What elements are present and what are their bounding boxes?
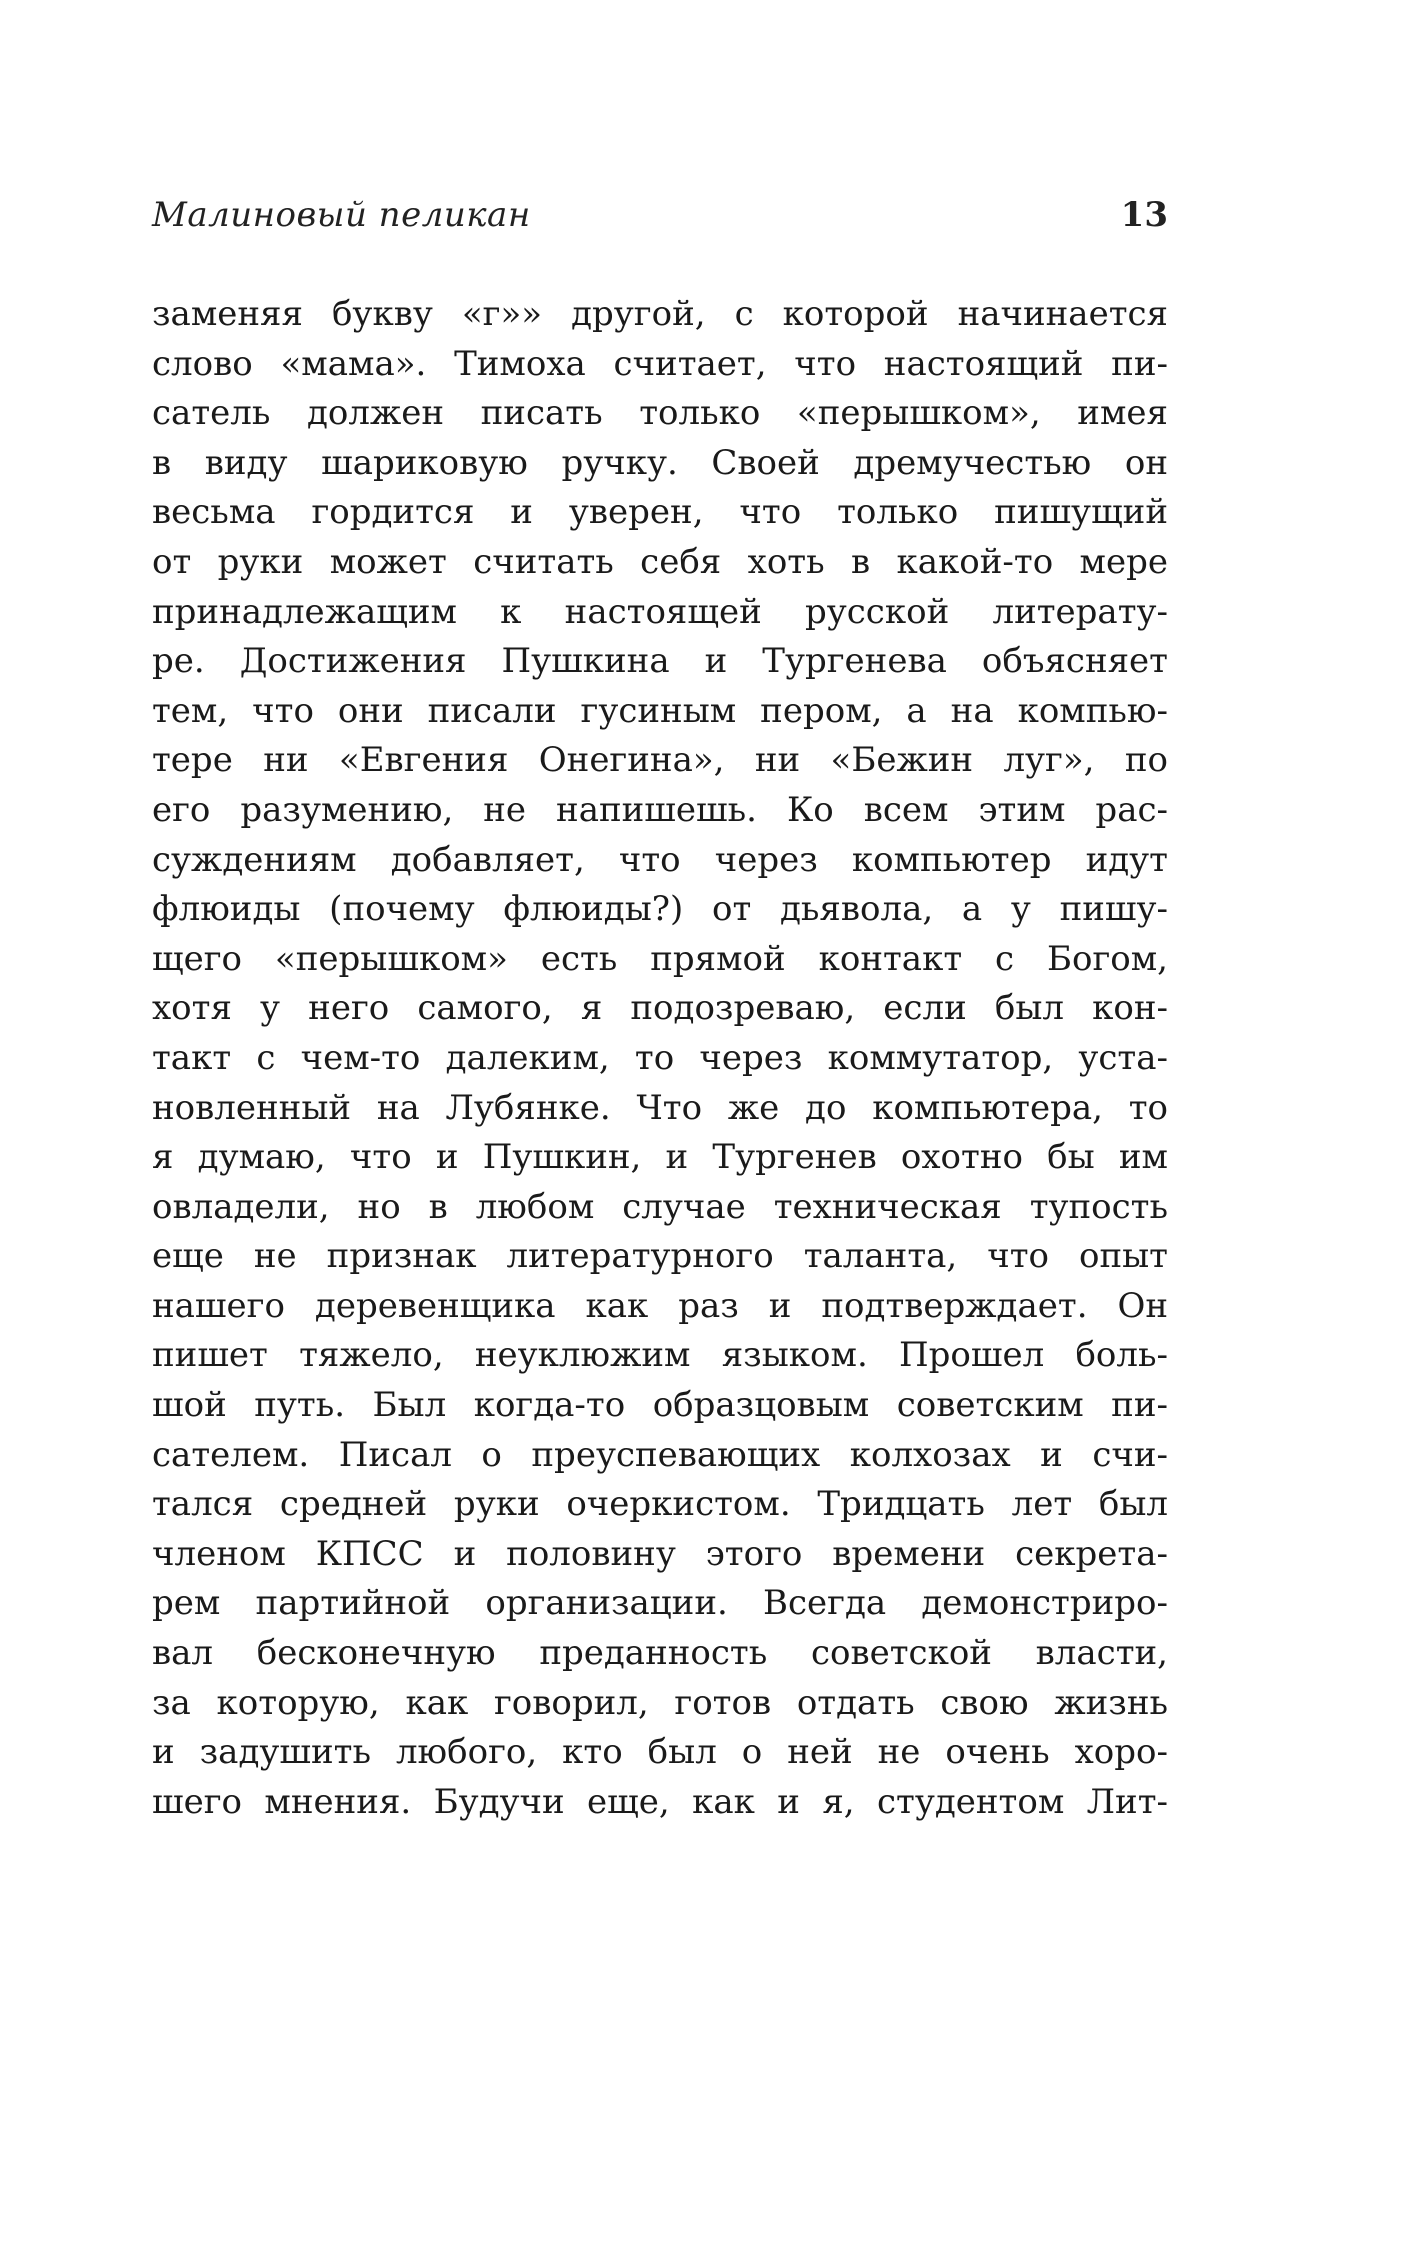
text-line: пишет тяжело, неуклюжим языком. Прошел боль-	[152, 1335, 1168, 1376]
page-number: 13	[1120, 195, 1168, 235]
text-line: овладели, но в любом случае техническая тупость	[152, 1186, 1168, 1227]
text-line: заменяя букву «г»» другой, с которой начинается	[152, 294, 1168, 334]
running-title: Малиновый пеликан	[152, 195, 531, 235]
text-line: хотя у него самого, я подозреваю, если был кон-	[152, 988, 1168, 1029]
text-line: еще не признак литературного таланта, что опыт	[152, 1236, 1168, 1277]
text-line: принадлежащим к настоящей русской литерату-	[152, 591, 1168, 632]
text-line: суждениям добавляет, что через компьютер идут	[152, 839, 1168, 880]
text-line: ре. Достижения Пушкина и Тургенева объясняет	[152, 641, 1168, 682]
text-line: вал бесконечную преданность советской власти,	[152, 1633, 1168, 1674]
text-line: такт с чем-то далеким, то через коммутатор, уста-	[152, 1037, 1168, 1078]
text-line: весьма гордится и уверен, что только пишущий	[152, 492, 1168, 533]
text-line: в виду шариковую ручку. Своей дремучестью он	[152, 442, 1168, 483]
text-line: тем, что они писали гусиным пером, а на компью-	[152, 690, 1168, 731]
body-text	[152, 290, 1168, 1827]
text-line: рем партийной организации. Всегда демонстриро-	[152, 1583, 1168, 1624]
text-line: за которую, как говорил, готов отдать свою жизнь	[152, 1682, 1168, 1723]
text-line: членом КПСС и половину этого времени секрета-	[152, 1533, 1168, 1574]
text-line: его разумению, не напишешь. Ко всем этим рас-	[152, 789, 1168, 830]
text-line: сателем. Писал о преуспевающих колхозах и счи-	[152, 1434, 1168, 1475]
running-head	[152, 190, 1168, 240]
text-line: я думаю, что и Пушкин, и Тургенев охотно бы им	[152, 1137, 1168, 1178]
text-line: щего «перышком» есть прямой контакт с Богом,	[152, 938, 1168, 979]
text-line: сатель должен писать только «перышком», имея	[152, 393, 1168, 434]
text-line: шего мнения. Будучи еще, как и я, студентом Лит-	[152, 1781, 1168, 1822]
text-line: и задушить любого, кто был о ней не очень хоро-	[152, 1732, 1168, 1773]
text-line: от руки может считать себя хоть в какой-то мере	[152, 541, 1168, 582]
text-line: новленный на Лубянке. Что же до компьютера, то	[152, 1087, 1168, 1128]
text-line: флюиды (почему флюиды?) от дьявола, а у пишу-	[152, 889, 1168, 930]
text-line: слово «мама». Тимоха считает, что настоящий пи-	[152, 343, 1168, 384]
text-line: тере ни «Евгения Онегина», ни «Бежин луг», по	[152, 740, 1168, 781]
text-line: нашего деревенщика как раз и подтверждает. Он	[152, 1285, 1168, 1326]
text-line: шой путь. Был когда-то образцовым советским пи-	[152, 1385, 1168, 1426]
text-line: тался средней руки очеркистом. Тридцать лет был	[152, 1484, 1168, 1525]
